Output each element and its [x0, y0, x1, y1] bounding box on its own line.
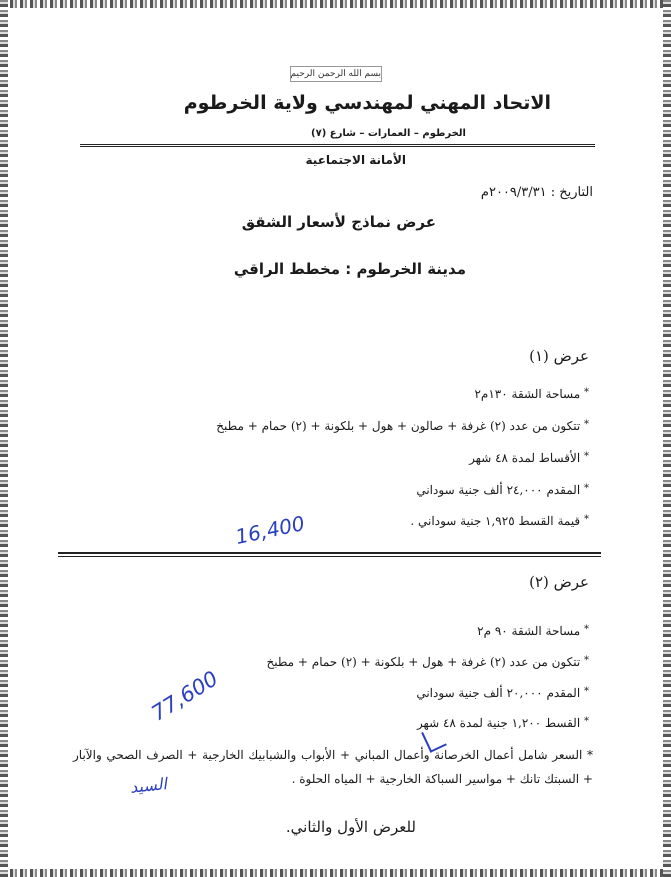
header-divider [80, 144, 595, 147]
basmala-seal: بسم الله الرحمن الرحيم [290, 66, 382, 82]
handwritten-note-1: 16,400 [233, 510, 307, 550]
document-date: التاريخ : ٢٠٠٩/٣/٣١م [480, 185, 593, 200]
offer-2-title: عرض (٢) [529, 573, 589, 591]
location-line: مدينة الخرطوم : مخطط الراقي [233, 260, 466, 278]
price-inclusion-note: * السعر شامل أعمال الخرصانة وأعمال المباني + الأبواب والشبابيك الخارجية + الصرف الصحي والآبار + السبتك تانك + مواسير السباكة الخارجية + المياه الحلوة . [73, 748, 593, 786]
offer-1-item: * الأقساط لمدة ٤٨ شهر [469, 451, 589, 465]
organization-address: الخرطوم – العمارات – شارع (٧) [311, 128, 466, 139]
handwritten-note-2: 77,600 [147, 666, 223, 726]
decorative-border-right [663, 0, 671, 877]
offer-2-item: * المقدم ٢٠,٠٠٠ ألف جنية سوداني [416, 686, 589, 700]
offer-1-item: * تتكون من عدد (٢) غرفة + صالون + هول + بلكونة + (٢) حمام + مطبخ [216, 419, 589, 433]
closing-line: للعرض الأول والثاني. [285, 818, 416, 836]
offer-1-item: * المقدم ٢٤,٠٠٠ ألف جنية سوداني [416, 483, 589, 497]
offer-1-item: * قيمة القسط ١,٩٢٥ جنية سوداني . [410, 514, 589, 528]
offer-2-item: * تتكون من عدد (٢) غرفة + هول + بلكونة + (٢) حمام + مطبخ [266, 655, 589, 669]
decorative-border-left [0, 0, 8, 877]
offer-1-item: * مساحة الشقة ١٣٠م٢ [474, 387, 589, 401]
offer-2-item: * القسط ١,٢٠٠ جنية لمدة ٤٨ شهر [416, 716, 589, 730]
decorative-border-top [0, 0, 671, 8]
document-title: عرض نماذج لأسعار الشقق [241, 213, 436, 231]
handwritten-signature: السيد [129, 774, 168, 797]
section-divider [58, 552, 601, 557]
department-name: الأمانة الاجتماعية [305, 153, 406, 167]
offer-1-title: عرض (١) [529, 347, 589, 365]
organization-name: الاتحاد المهني لمهندسي ولاية الخرطوم [183, 92, 551, 114]
offer-2-item: * مساحة الشقة ٩٠ م٢ [477, 624, 589, 638]
decorative-border-bottom [0, 869, 671, 877]
